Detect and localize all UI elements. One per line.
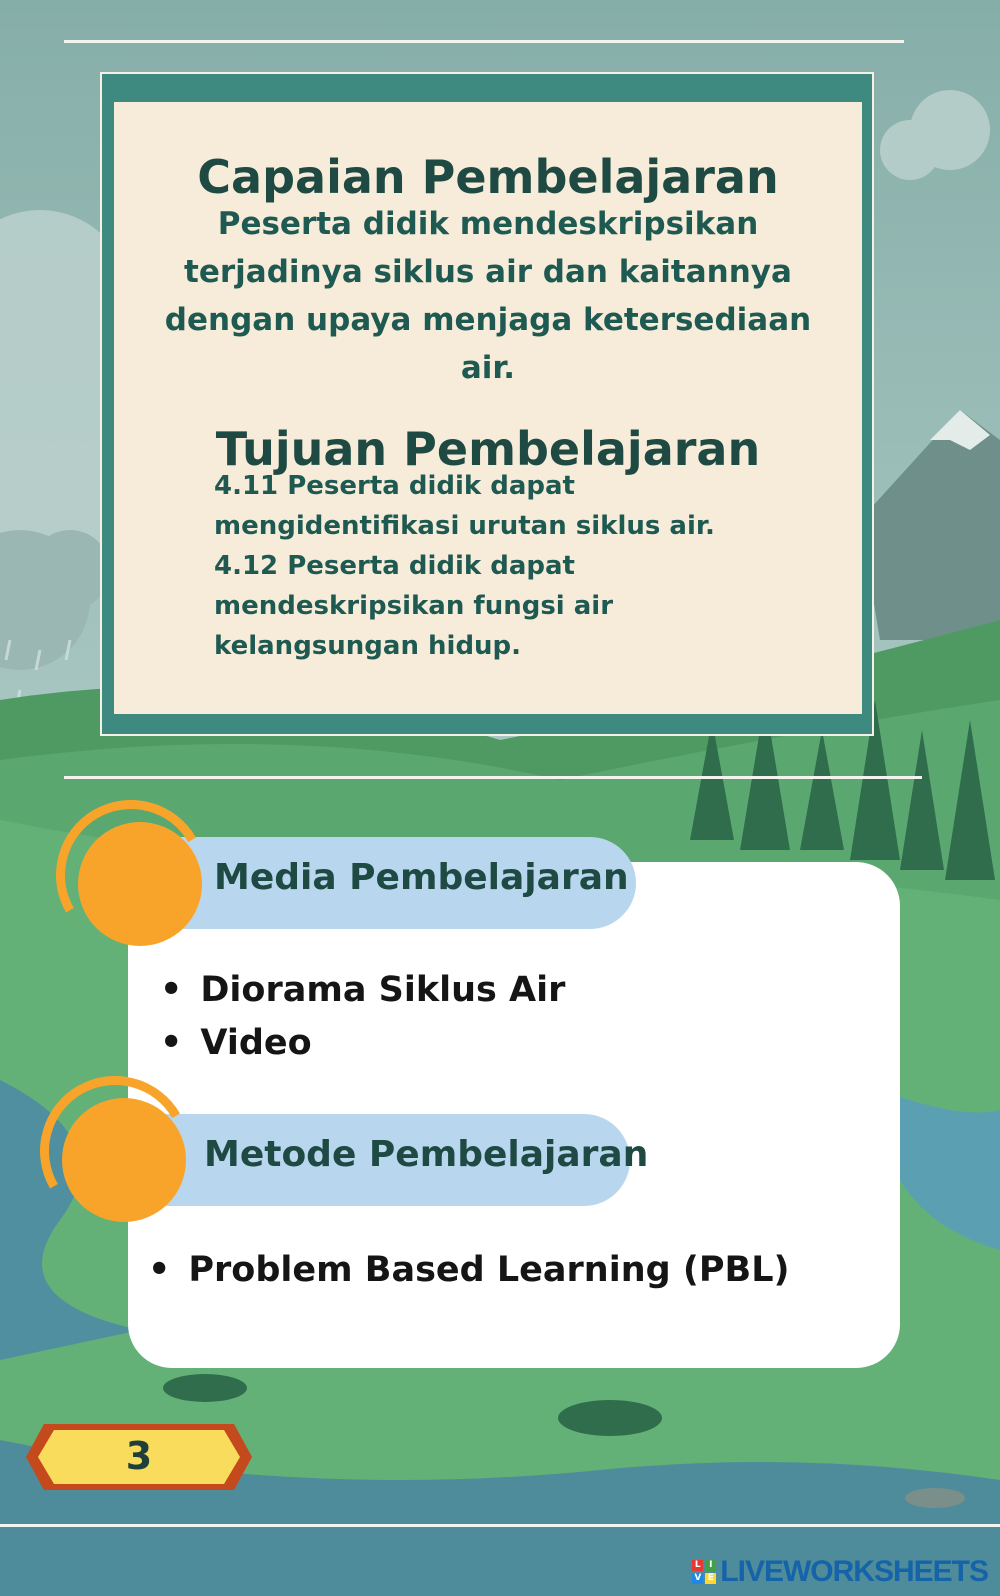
media-item: • Diorama Siklus Air xyxy=(160,964,565,1017)
media-heading-pill xyxy=(130,837,636,929)
divider-middle xyxy=(64,776,922,779)
tujuan-list xyxy=(214,466,822,666)
metode-list xyxy=(148,1244,790,1297)
logo-text: LIVEWORKSHEETS xyxy=(720,1555,988,1588)
objectives-frame xyxy=(100,72,874,736)
metode-heading-pill xyxy=(120,1114,649,1206)
orange-circle-decoration xyxy=(62,1098,186,1222)
capaian-title: Capaian Pembelajaran xyxy=(197,150,779,204)
media-list xyxy=(160,964,565,1070)
divider-top xyxy=(64,40,904,43)
media-title: Media Pembelajaran xyxy=(214,857,629,898)
capaian-text: Peserta didik mendeskripsikan terjadinya siklus air dan kaitannya dengan upaya menjaga ketersediaan air. xyxy=(164,206,812,386)
logo-mark-icon xyxy=(692,1560,716,1584)
page-number: 3 xyxy=(125,1434,153,1478)
orange-circle-decoration xyxy=(78,822,202,946)
metode-item: • Problem Based Learning (PBL) xyxy=(148,1244,790,1297)
logo-letter: I xyxy=(705,1560,716,1571)
metode-title: Metode Pembelajaran xyxy=(204,1134,649,1175)
liveworksheets-logo xyxy=(692,1552,988,1592)
logo-letter: L xyxy=(692,1560,703,1571)
media-item: • Video xyxy=(160,1017,565,1070)
divider-bottom xyxy=(0,1524,1000,1527)
objectives-panel xyxy=(114,102,862,714)
logo-letter: V xyxy=(692,1573,703,1584)
page-number-badge xyxy=(26,1424,252,1490)
tujuan-item: 4.12 Peserta didik dapat mendeskripsikan fungsi air kelangsungan hidup. xyxy=(214,551,614,661)
logo-letter: E xyxy=(705,1573,716,1584)
tujuan-title: Tujuan Pembelajaran xyxy=(215,422,761,476)
tujuan-item: 4.11 Peserta didik dapat mengidentifikasi urutan siklus air. xyxy=(214,471,715,541)
